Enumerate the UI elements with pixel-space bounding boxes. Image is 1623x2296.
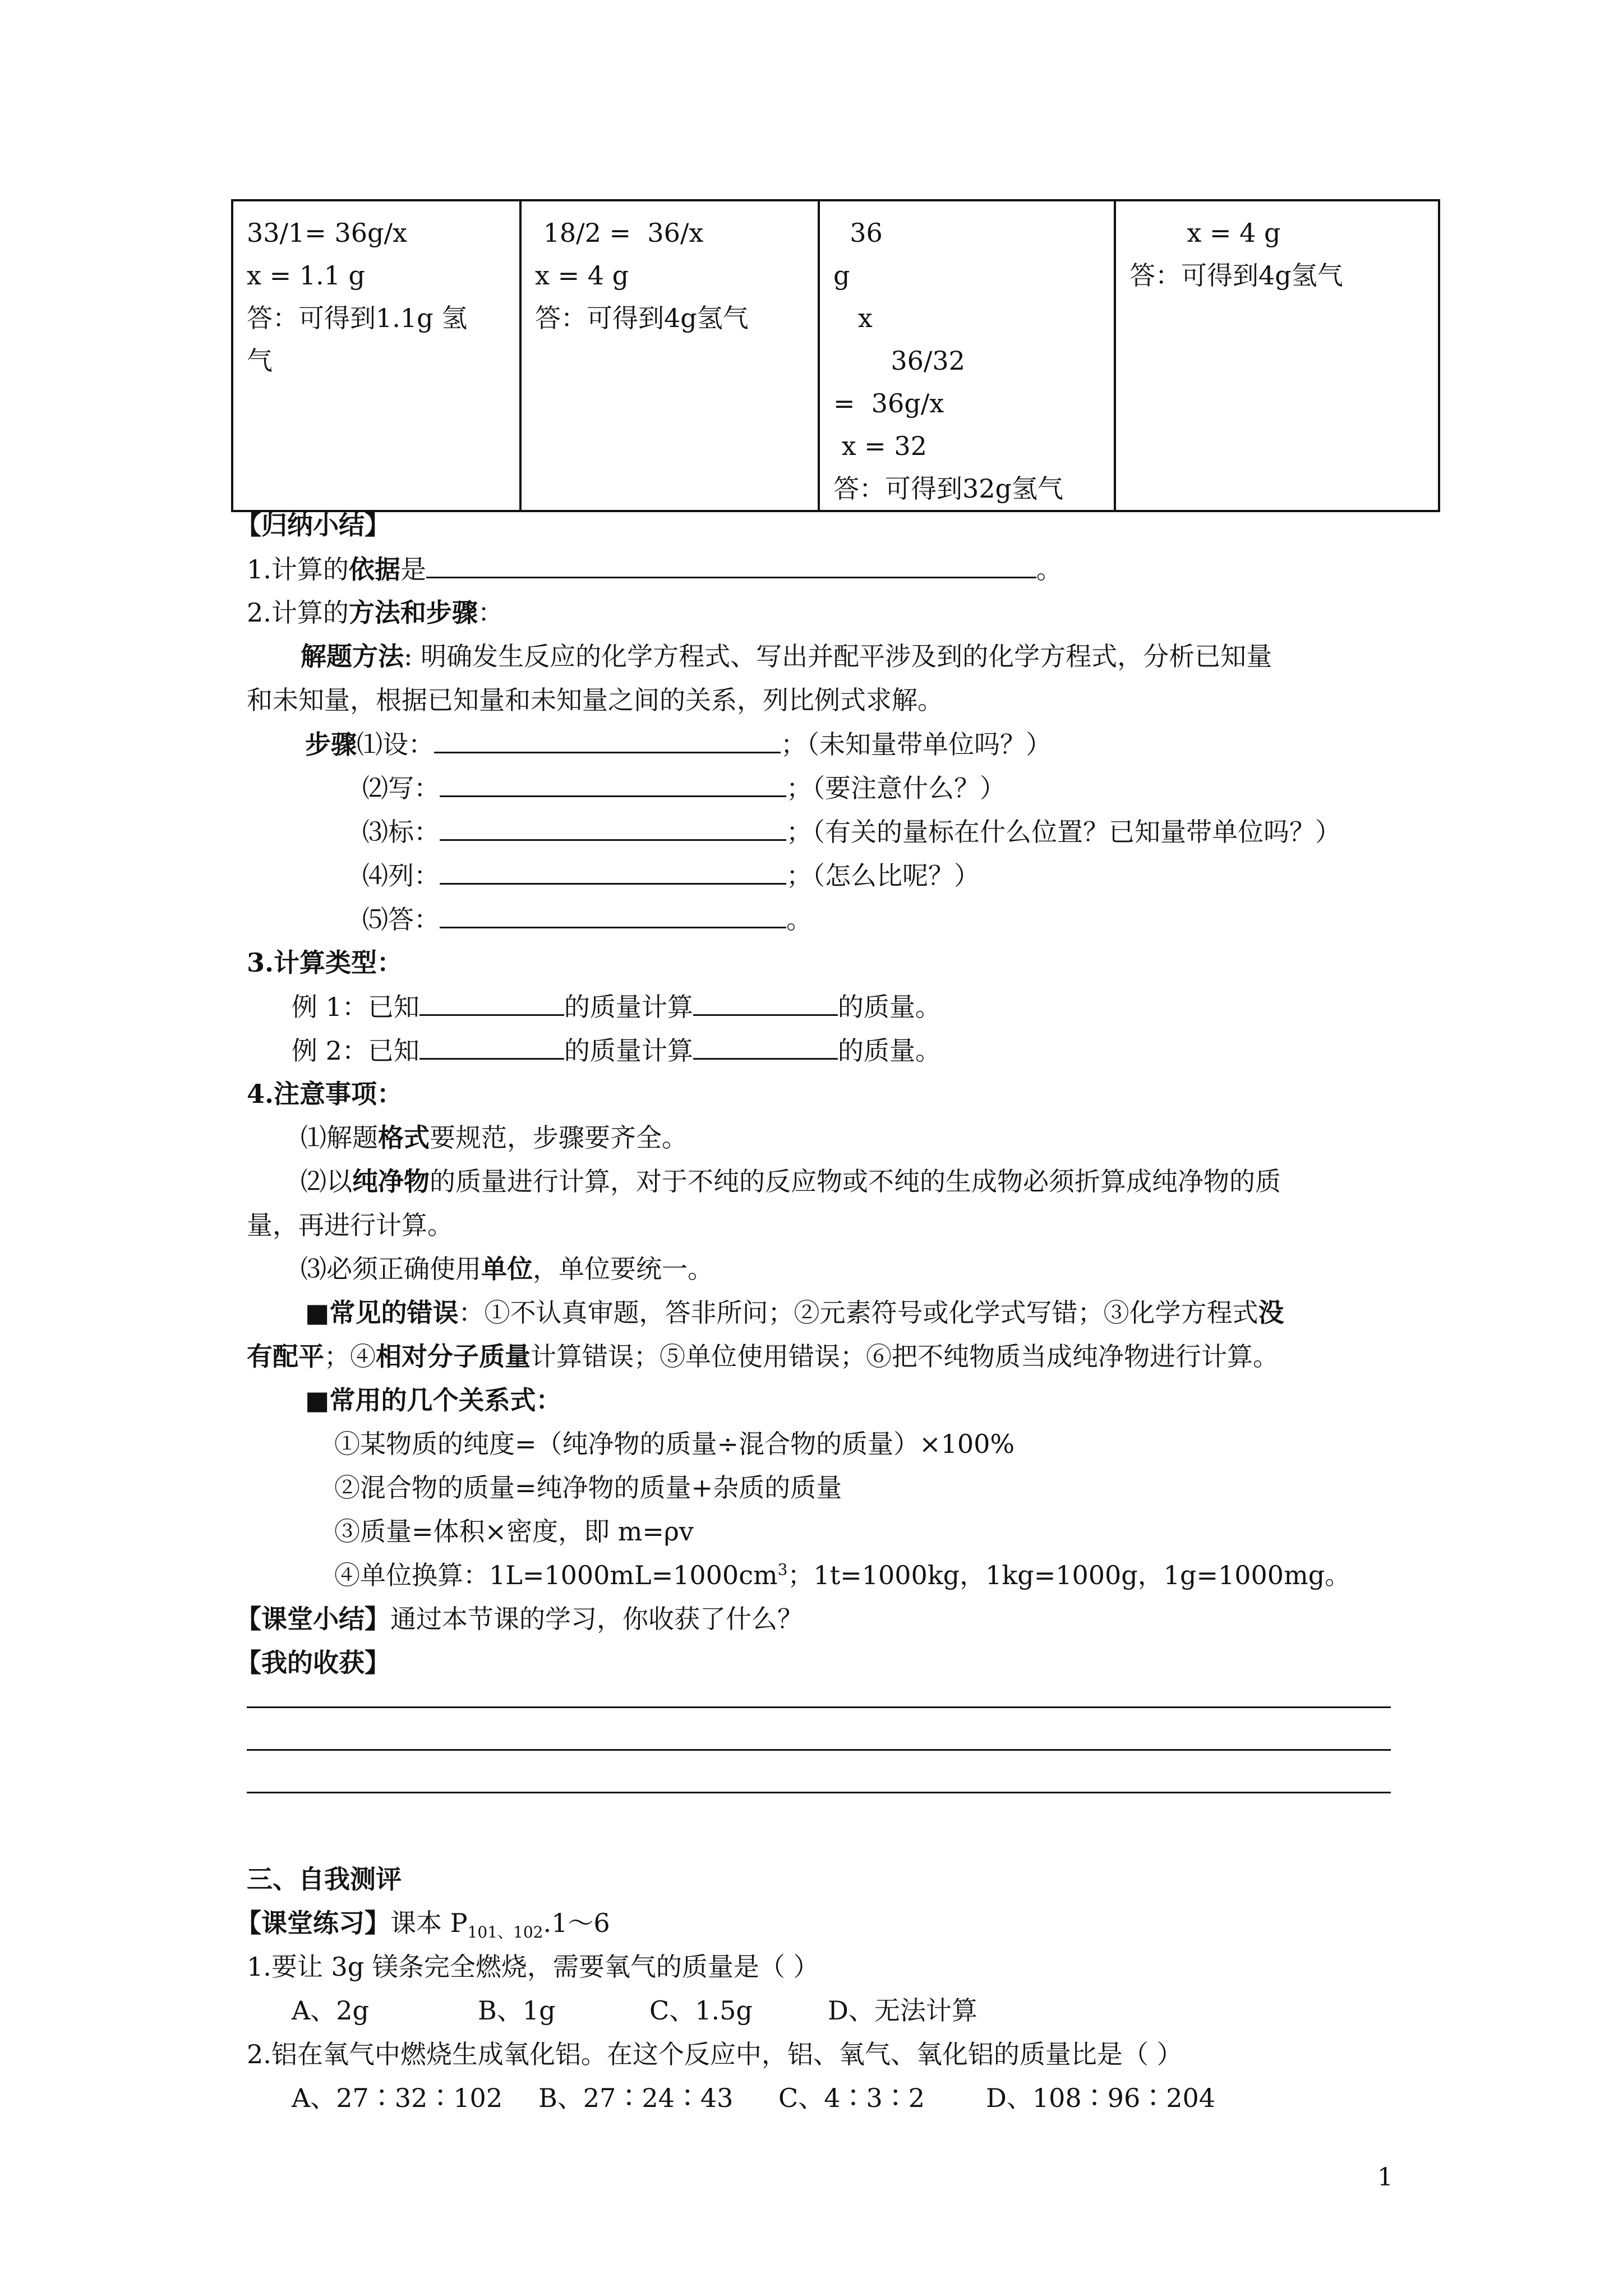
text: ；（怎么比呢？） [786, 861, 980, 891]
step-2 [362, 771, 1006, 805]
relation-2: ②混合物的质量=纯净物的质量+杂质的质量 [334, 1473, 842, 1503]
note-3 [301, 1252, 713, 1286]
text-bold: 没 [1258, 1297, 1284, 1328]
blank-line[interactable] [440, 858, 786, 885]
text-bold: 相对分子质量 [376, 1341, 531, 1372]
text: 的质量计算 [564, 1036, 693, 1066]
blank-line[interactable] [426, 552, 1036, 578]
text: 例 2：已知 [292, 1036, 419, 1066]
text: 课本 P [390, 1908, 468, 1938]
text: 的质量计算 [564, 992, 693, 1022]
step-4 [362, 858, 980, 892]
gains-heading: 【我的收获】 [236, 1648, 390, 1678]
text: 的质量。 [837, 1036, 941, 1066]
text-bold: 格式 [378, 1122, 430, 1153]
summary-item-4: 4.注意事项： [247, 1079, 403, 1109]
text-bold: 依据 [348, 554, 400, 585]
q1-option-d[interactable]: D、无法计算 [828, 1995, 978, 2026]
class-summary-heading: 【课堂小结】 [236, 1604, 390, 1634]
blank-line[interactable] [693, 1033, 838, 1060]
text: ⑴设： [357, 729, 434, 760]
text: ；（未知量带单位吗？） [781, 729, 1052, 760]
cell-line: 36/32 [833, 346, 965, 376]
cell-line: x = 4 g [535, 260, 629, 291]
text: 。 [786, 904, 812, 935]
summary-item-1 [247, 552, 1062, 586]
cell-line: 答：可得到32g氢气 [833, 473, 1063, 504]
text: ： [477, 597, 504, 628]
text: ⑶标： [362, 817, 440, 847]
blank-line[interactable] [440, 815, 786, 841]
text: 1.计算的 [247, 554, 349, 585]
summary-item-3: 3.计算类型： [247, 947, 403, 978]
text: 要规范，步骤要齐全。 [430, 1122, 688, 1153]
note-1 [301, 1121, 688, 1154]
q2-option-b[interactable]: B、27∶24∶43 [538, 2083, 734, 2113]
cell-line: 气 [247, 346, 273, 376]
table-cell [819, 200, 1115, 511]
class-summary [236, 1602, 803, 1636]
self-test-heading: 三、自我测评 [247, 1864, 402, 1894]
cell-line: x [833, 303, 873, 333]
text: .1～6 [543, 1908, 610, 1938]
example-1 [292, 990, 941, 1024]
text-bold: 步骤 [305, 729, 357, 760]
text-bold: 有配平 [247, 1341, 324, 1372]
q2-option-a[interactable]: A、27∶32∶102 [292, 2083, 503, 2113]
superscript: 3 [777, 1560, 788, 1579]
table-cell [232, 200, 520, 511]
note-2-line-2: 量，再进行计算。 [247, 1210, 453, 1240]
text: ⑵以 [301, 1166, 352, 1197]
relation-3: ③质量=体积×密度，即 m=ρv [334, 1516, 694, 1547]
q1-option-a[interactable]: A、2g [292, 1995, 369, 2026]
question-1: 1.要让 3g 镁条完全燃烧，需要氧气的质量是（ ） [247, 1952, 819, 1982]
subscript: 101、102 [467, 1923, 543, 1942]
cell-line: x = 1.1 g [247, 260, 365, 291]
q2-option-d[interactable]: D、108∶96∶204 [986, 2083, 1216, 2113]
blank-line[interactable] [693, 990, 838, 1016]
relations-heading: ■常用的几个关系式： [305, 1385, 562, 1415]
table-cell [520, 200, 819, 511]
note-2 [301, 1165, 1281, 1198]
q1-option-b[interactable]: B、1g [478, 1995, 556, 2026]
text: : 明确发生反应的化学方程式、写出并配平涉及到的化学方程式，分析已知量 [404, 641, 1272, 671]
practice-heading: 【课堂练习】 [236, 1908, 390, 1938]
text-bold: 纯净物 [352, 1166, 430, 1197]
text-bold: 单位 [481, 1254, 533, 1284]
blank-line[interactable] [419, 1033, 564, 1060]
example-2 [292, 1033, 941, 1068]
practice-line [236, 1906, 610, 1940]
step-3 [362, 815, 1341, 849]
text: ；④ [324, 1341, 376, 1372]
answer-line[interactable] [247, 1792, 1391, 1793]
text-bold: 方法和步骤 [348, 597, 478, 628]
cell-line: 答：可得到4g氢气 [1129, 260, 1343, 291]
text: ⑴解题 [301, 1122, 378, 1153]
text: ⑵写： [362, 773, 440, 803]
cell-line: = 36g/x [833, 388, 944, 418]
text: ⑷列： [362, 861, 440, 891]
method-line-1 [301, 639, 1272, 673]
text: ，单位要统一。 [533, 1254, 713, 1284]
text: 。 [1036, 554, 1062, 585]
step-1 [305, 727, 1052, 761]
blank-line[interactable] [434, 727, 781, 753]
text: 的质量进行计算，对于不纯的反应物或不纯的生成物必须折算成纯净物的质 [430, 1166, 1281, 1197]
blank-line[interactable] [419, 990, 564, 1016]
table-row [232, 200, 1439, 511]
cell-line: 答：可得到1.1g 氢 [247, 303, 468, 333]
question-2: 2.铝在氧气中燃烧生成氧化铝。在这个反应中，铝、氧气、氧化铝的质量比是（ ） [247, 2039, 1183, 2069]
cell-line: 36 [833, 218, 883, 248]
answer-line[interactable] [247, 1706, 1391, 1708]
blank-line[interactable] [440, 902, 786, 928]
text: ；1t=1000kg，1kg=1000g，1g=1000mg。 [787, 1560, 1351, 1590]
text: ；（有关的量标在什么位置？已知量带单位吗？） [786, 817, 1341, 847]
step-5 [362, 902, 812, 936]
text: 2.计算的 [247, 597, 349, 628]
text-bold: 解题方法 [301, 641, 404, 671]
text: 例 1：已知 [292, 992, 419, 1022]
page-number: 1 [1377, 2163, 1393, 2192]
text: ⑸答： [362, 904, 440, 935]
cell-line: g [833, 260, 850, 291]
cell-line: 33/1= 36g/x [247, 218, 407, 248]
text: ④单位换算：1L=1000mL=1000cm [334, 1560, 778, 1590]
blank-line[interactable] [440, 771, 786, 797]
relation-1: ①某物质的纯度=（纯净物的质量÷混合物的质量）×100% [334, 1429, 1015, 1459]
cell-line: x = 4 g [1129, 218, 1281, 248]
text: 计算错误；⑤单位使用错误；⑥把不纯物质当成纯净物进行计算。 [531, 1341, 1279, 1372]
answer-line[interactable] [247, 1749, 1391, 1751]
text: ：①不认真审题，答非所问；②元素符号或化学式写错；③化学方程式 [458, 1297, 1258, 1328]
cell-line: 答：可得到4g氢气 [535, 303, 749, 333]
common-errors [305, 1296, 1284, 1329]
text-bold: ■常见的错误 [305, 1297, 459, 1328]
calculation-table [231, 199, 1440, 512]
text: ；（要注意什么？） [786, 773, 1006, 803]
text: ⑶必须正确使用 [301, 1254, 481, 1284]
method-line-2: 和未知量，根据已知量和未知量之间的关系，列比例式求解。 [247, 685, 943, 715]
text: 是 [400, 554, 426, 585]
text: 通过本节课的学习，你收获了什么？ [390, 1604, 803, 1634]
summary-item-2 [247, 596, 504, 629]
text: 的质量。 [837, 992, 941, 1022]
common-errors-line-2 [247, 1340, 1279, 1373]
q1-option-c[interactable]: C、1.5g [649, 1995, 753, 2026]
cell-line: x = 32 [833, 431, 927, 461]
table-cell [1115, 200, 1439, 511]
q2-option-c[interactable]: C、4∶3∶2 [778, 2083, 925, 2113]
summary-heading: 【归纳小结】 [236, 510, 390, 540]
relation-4 [334, 1558, 1350, 1592]
cell-line: 18/2 = 36/x [535, 218, 704, 248]
